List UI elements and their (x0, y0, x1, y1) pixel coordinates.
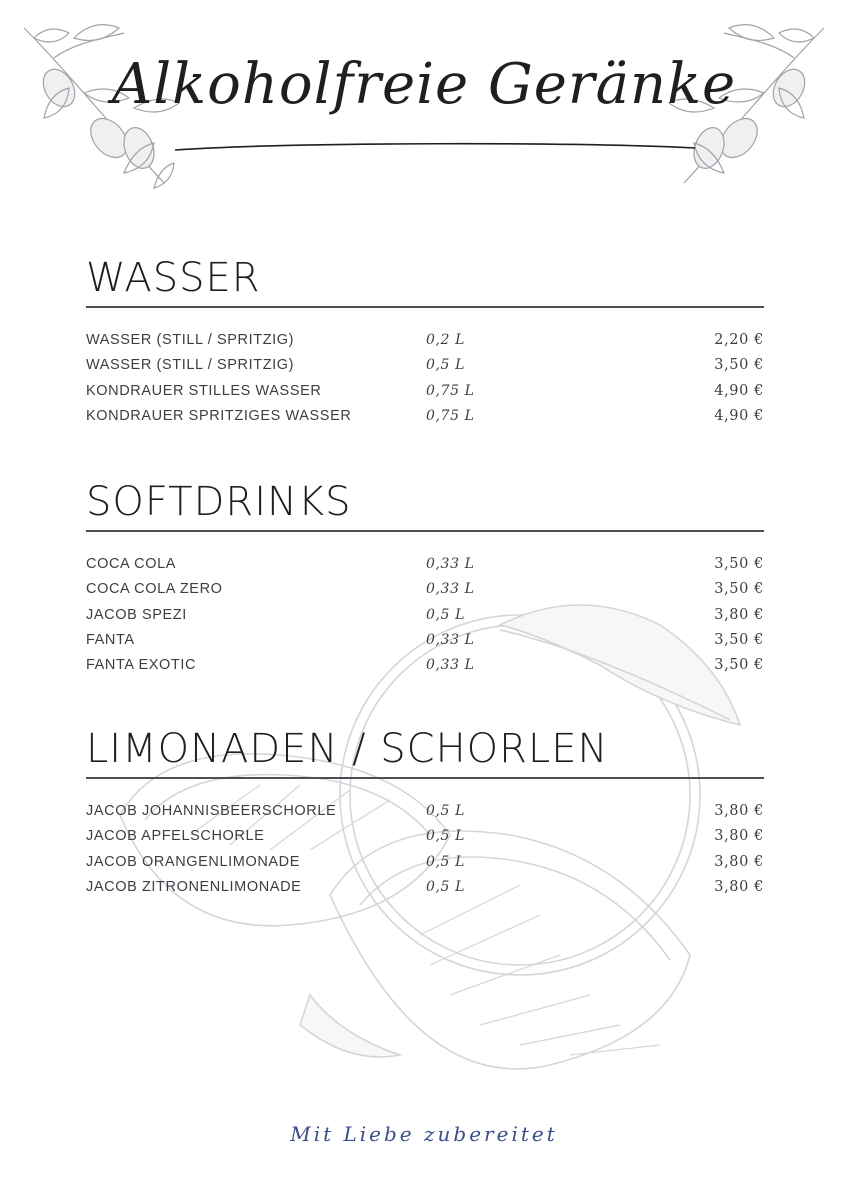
item-size: 0,33 L (426, 556, 475, 572)
item-price: 3,50 € (714, 631, 764, 648)
item-name: FANTA (86, 631, 135, 648)
item-price: 3,50 € (714, 556, 764, 572)
item-price: 3,80 € (714, 803, 764, 819)
item-price: 3,80 € (714, 878, 764, 895)
item-size: 0,2 L (426, 332, 466, 348)
item-name: JACOB SPEZI (86, 606, 187, 623)
item-name: COCA COLA (86, 556, 177, 572)
item-size: 0,5 L (426, 828, 466, 845)
menu-item (86, 603, 764, 628)
menu-item (86, 577, 764, 602)
section-heading: SOFTDRINKS (86, 479, 352, 525)
section-softdrinks (86, 478, 764, 678)
section-heading: WASSER (86, 255, 261, 301)
section-wasser (86, 254, 764, 429)
section-divider (86, 306, 764, 308)
item-name: WASSER (STILL / SPRITZIG) (86, 357, 295, 374)
item-size: 0,33 L (426, 581, 475, 598)
item-price: 3,50 € (714, 657, 764, 674)
section-heading: LIMONADEN / SCHORLEN (86, 726, 609, 772)
section-divider (86, 530, 764, 532)
menu-item (86, 653, 764, 678)
item-size: 0,5 L (426, 606, 466, 623)
menu-item (86, 328, 764, 353)
item-name: COCA COLA ZERO (86, 581, 223, 598)
item-name: JACOB JOHANNISBEERSCHORLE (86, 803, 337, 819)
menu-item (86, 628, 764, 653)
item-size: 0,33 L (426, 657, 475, 674)
menu-item (86, 875, 764, 900)
item-name: JACOB ZITRONENLIMONADE (86, 878, 302, 895)
item-name: JACOB ORANGENLIMONADE (86, 853, 301, 870)
item-size: 0,75 L (426, 407, 475, 424)
item-price: 2,20 € (714, 332, 764, 348)
item-size: 0,5 L (426, 878, 466, 895)
item-list (86, 799, 764, 900)
menu-item (86, 353, 764, 378)
item-name: FANTA EXOTIC (86, 657, 197, 674)
item-price: 3,80 € (714, 606, 764, 623)
item-name: WASSER (STILL / SPRITZIG) (86, 332, 295, 348)
item-name: KONDRAUER SPRITZIGES WASSER (86, 407, 352, 424)
menu-item (86, 799, 764, 824)
title-flourish-icon (175, 140, 695, 160)
menu-item (86, 850, 764, 875)
item-price: 3,80 € (714, 853, 764, 870)
item-size: 0,5 L (426, 357, 466, 374)
menu-item (86, 552, 764, 577)
menu-item (86, 379, 764, 404)
item-price: 3,50 € (714, 357, 764, 374)
item-list (86, 328, 764, 429)
item-name: KONDRAUER STILLES WASSER (86, 382, 322, 399)
item-price: 4,90 € (714, 382, 764, 399)
item-price: 4,90 € (714, 407, 764, 424)
menu-item (86, 404, 764, 429)
item-list (86, 552, 764, 678)
item-size: 0,5 L (426, 803, 466, 819)
item-price: 3,50 € (714, 581, 764, 598)
section-divider (86, 777, 764, 779)
item-size: 0,75 L (426, 382, 475, 399)
section-limonaden-schorlen (86, 725, 764, 900)
page-title: Alkoholfreie Geränke (111, 52, 737, 117)
item-price: 3,80 € (714, 828, 764, 845)
item-size: 0,5 L (426, 853, 466, 870)
menu-item (86, 824, 764, 849)
item-name: JACOB APFELSCHORLE (86, 828, 265, 845)
footer-tagline: Mit Liebe zubereitet (290, 1122, 558, 1146)
item-size: 0,33 L (426, 631, 475, 648)
